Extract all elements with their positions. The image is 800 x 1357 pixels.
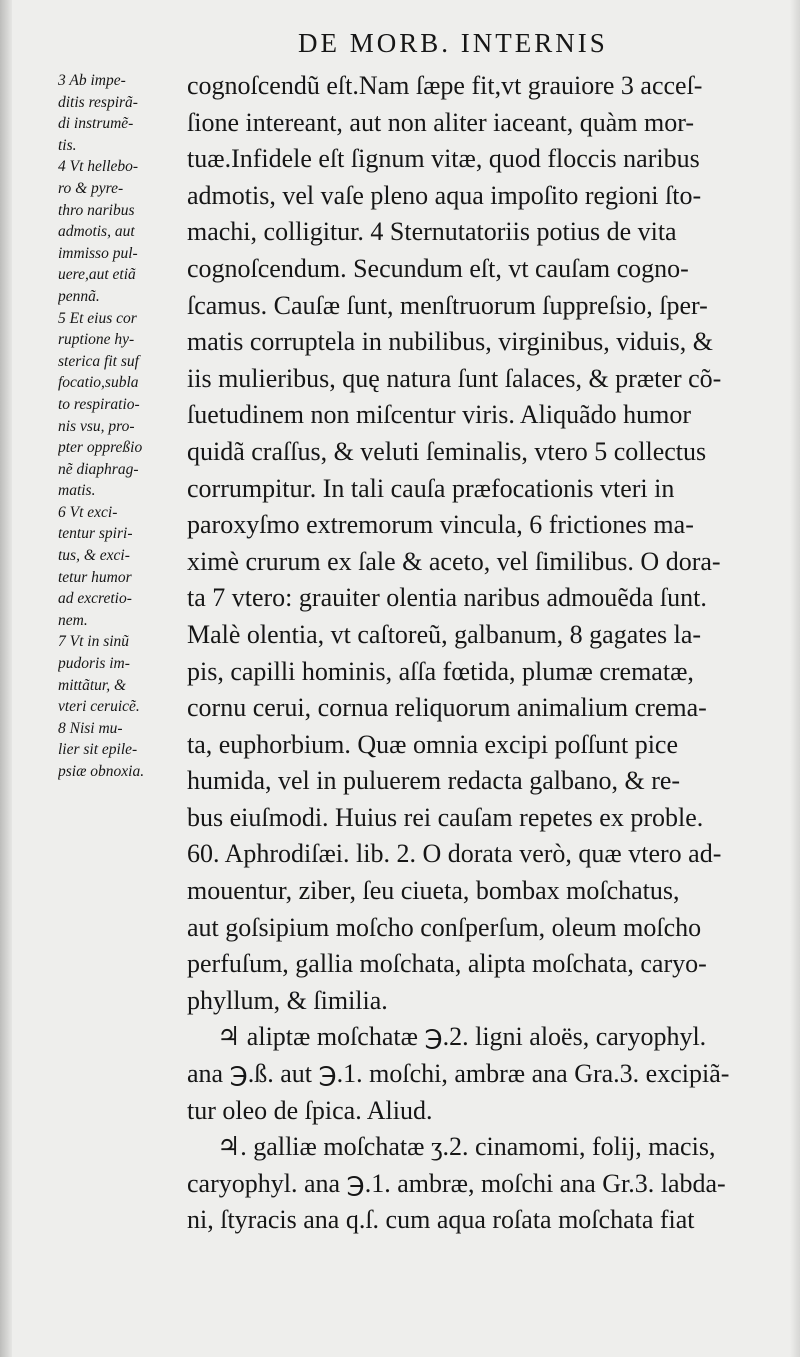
- text-line: bus eiuſmodi. Huius rei cauſam repetes ex proble.: [187, 802, 704, 832]
- text-line: phyllum, & ſimilia.: [187, 985, 388, 1015]
- marginal-note-line: ad excretio-: [58, 590, 132, 608]
- marginal-note-line: pudoris im-: [58, 655, 130, 673]
- marginal-note-line: nis vsu, pro-: [58, 417, 135, 435]
- text-line: ana ℈.ß. aut ℈.1. moſchi, ambræ ana Gra.3. excipiã-: [187, 1059, 730, 1089]
- marginal-note-line: focatio,subla: [58, 374, 139, 392]
- main-text: [187, 68, 772, 1239]
- text-line: ta 7 vtero: grauiter olentia naribus admouẽda ſunt.: [187, 583, 707, 613]
- marginal-note-line: sterica fit suf: [58, 352, 139, 370]
- marginal-note-line: 7 Vt in sinũ: [58, 633, 130, 651]
- marginal-note-line: di instrumẽ-: [58, 115, 134, 133]
- marginal-note-line: 8 Nisi mu-: [58, 719, 123, 737]
- marginal-note-line: pennã.: [58, 287, 100, 305]
- marginal-note-line: to respiratio-: [58, 395, 140, 413]
- marginal-note-line: thro naribus: [58, 201, 135, 219]
- marginal-note-line: mittãtur, &: [58, 676, 127, 694]
- marginal-note-line: 3 Ab impe-: [58, 72, 126, 89]
- text-line: perfuſum, gallia moſchata, alipta moſchata, caryo-: [187, 949, 707, 979]
- marginal-note-line: psiæ obnoxia.: [58, 763, 145, 780]
- text-line: matis corruptela in nubilibus, virginibus, viduis, &: [187, 327, 713, 357]
- marginal-note-line: tetur humor: [58, 568, 132, 586]
- text-line: caryophyl. ana ℈.1. ambræ, moſchi ana Gr.3. labda-: [187, 1168, 726, 1198]
- marginal-note-line: ditis respirã-: [58, 93, 138, 111]
- text-line: ſcamus. Cauſæ ſunt, menſtruorum ſuppreſsio, ſper-: [187, 290, 708, 320]
- marginal-note-line: 5 Et eius cor: [58, 309, 137, 327]
- marginal-note-line: lier sit epile-: [58, 741, 138, 759]
- text-line: tur oleo de ſpica. Aliud.: [187, 1095, 433, 1125]
- marginal-note-line: nem.: [58, 611, 88, 629]
- marginal-note-line: 4 Vt hellebo-: [58, 158, 139, 176]
- text-line: ni, ſtyracis ana q.ſ. cum aqua roſata moſchata fiat: [187, 1205, 695, 1235]
- text-line: quidã craſſus, & veluti ſeminalis, vtero 5 collectus: [187, 436, 707, 466]
- text-line: corrumpitur. In tali cauſa præfocationis vteri in: [187, 473, 675, 503]
- text-line: Malè olentia, vt caſtoreũ, galbanum, 8 gagates la-: [187, 619, 702, 649]
- text-line: mouentur, ziber, ſeu ciueta, bombax moſchatus,: [187, 876, 680, 906]
- text-line: machi, colligitur. 4 Sternutatoriis potius de vita: [187, 217, 677, 247]
- marginal-notes: [58, 70, 188, 783]
- marginal-note-line: tis.: [58, 136, 77, 154]
- marginal-note-line: ro & pyre-: [58, 179, 124, 197]
- text-line: admotis, vel vaſe pleno aqua impoſito regioni ſto-: [187, 180, 702, 210]
- text-line: ſuetudinem non miſcentur viris. Aliquãdo humor: [187, 400, 692, 430]
- marginal-note-line: matis.: [58, 482, 96, 500]
- text-line: iis mulieribus, quę natura ſunt ſalaces, & præter cõ-: [187, 363, 722, 393]
- page-edge: [790, 0, 800, 1357]
- recipe-line: ♃ aliptæ moſchatæ ℈.2. ligni aloës, caryophyl.: [217, 1022, 707, 1052]
- marginal-note-line: immisso pul-: [58, 244, 138, 262]
- marginal-note-line: 6 Vt exci-: [58, 503, 118, 521]
- text-line: aut goſsipium moſcho conſperſum, oleum moſcho: [187, 912, 702, 942]
- text-line: pis, capilli hominis, aſſa fœtida, plumæ crematæ,: [187, 656, 694, 686]
- text-line: ta, euphorbium. Quæ omnia excipi poſſunt pice: [187, 729, 679, 759]
- marginal-note-line: uere,aut etiã: [58, 266, 136, 284]
- marginal-note-line: admotis, aut: [58, 223, 135, 241]
- marginal-note-line: pter oppreßio: [58, 439, 143, 457]
- text-line: humida, vel in puluerem redacta galbano, & re-: [187, 766, 681, 796]
- marginal-note-line: nẽ diaphrag-: [58, 460, 139, 478]
- text-line: cognoſcendum. Secundum eſt, vt cauſam cogno-: [187, 253, 689, 283]
- text-line: 60. Aphrodiſæi. lib. 2. O dorata verò, quæ vtero ad-: [187, 839, 722, 869]
- recipe-line: ♃. galliæ moſchatæ ʒ.2. cinamomi, folij, macis,: [217, 1132, 716, 1162]
- text-line: cornu cerui, cornua reliquorum animalium crema-: [187, 693, 707, 723]
- marginal-note-line: vteri ceruicẽ.: [58, 698, 140, 716]
- page-gutter-shadow: [0, 0, 12, 1357]
- text-line: paroxyſmo extremorum vincula, 6 frictiones ma-: [187, 510, 694, 540]
- text-line: ſione intereant, aut non aliter iaceant, quàm mor-: [187, 107, 694, 137]
- text-line: ximè crurum ex ſale & aceto, vel ſimilibus. O dora-: [187, 546, 721, 576]
- marginal-note-line: tentur spiri-: [58, 525, 133, 543]
- text-line: tuæ.Infidele eſt ſignum vitæ, quod floccis naribus: [187, 144, 700, 174]
- text-line: cognoſcendũ eſt.Nam ſæpe fit,vt grauiore 3 acceſ-: [187, 71, 703, 100]
- marginal-note-line: tus, & exci-: [58, 547, 130, 565]
- running-header: DE MORB. INTERNIS: [298, 28, 608, 58]
- marginal-note-line: ruptione hy-: [58, 331, 135, 349]
